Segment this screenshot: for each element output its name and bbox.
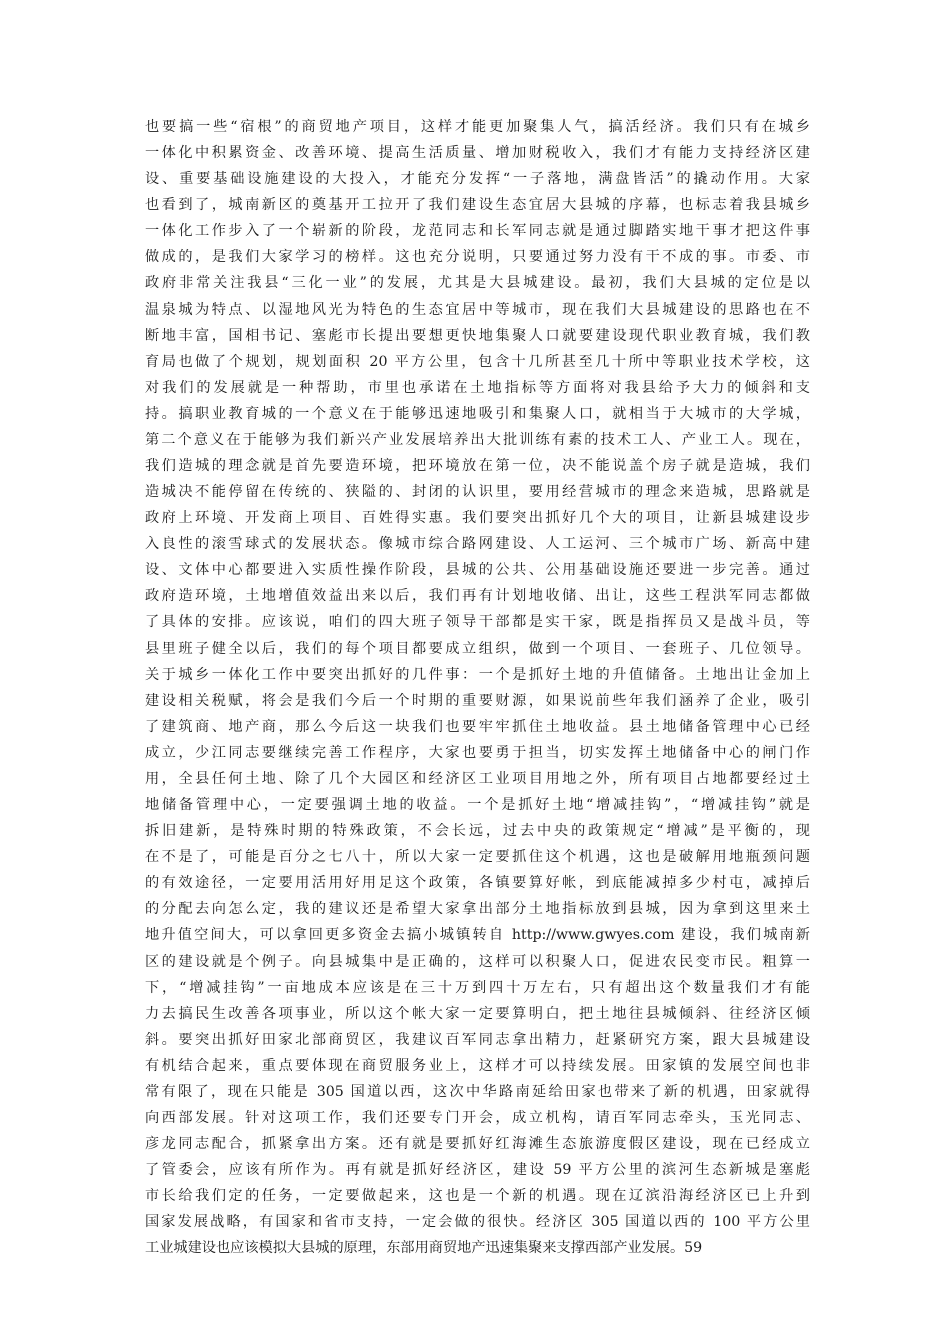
text-line: 力去搞民生改善各项事业，所以这个帐大家一定要算明白，把土地往县城倾斜、往经济区倾	[145, 1005, 810, 1022]
text-line: 政府非常关注我县“三化一业”的发展，尤其是大县城建设。最初，我们大县城的定位是以	[145, 275, 810, 292]
text-line: 造城决不能停留在传统的、狭隘的、封闭的认识里，要用经营城市的理念来造城，思路就是	[145, 484, 810, 501]
text-line: 市长给我们定的任务，一定要做起来，这也是一个新的机遇。现在辽滨沿海经济区已上升到	[145, 1188, 810, 1205]
text-line: 国家发展战略，有国家和省市支持，一定会做的很快。经济区 305 国道以西的 100 平方公里	[145, 1214, 810, 1231]
text-line: 断地丰富，国相书记、塞彪市长提出要想更快地集聚人口就要建设现代职业教育城，我们教	[145, 327, 810, 344]
text-line: 成立，少江同志要继续完善工作程序，大家也要勇于担当，切实发挥土地储备中心的闸门作	[145, 744, 810, 761]
text-line: 我们造城的理念就是首先要造环境，把环境放在第一位，决不能说盖个房子就是造城，我们	[145, 458, 810, 475]
text-line: 斜。要突出抓好田家北部商贸区，我建议百军同志拿出精力，赶紧研究方案，跟大县城建设	[145, 1031, 810, 1048]
text-line: 在不是了，可能是百分之七八十，所以大家一定要抓住这个机遇，这也是破解用地瓶颈问题	[145, 849, 810, 866]
text-line: 入良性的滚雪球式的发展状态。像城市综合路网建设、人工运河、三个城市广场、新高中建	[145, 536, 810, 553]
text-line: 设、重要基础设施建设的大投入，才能充分发挥“一子落地，满盘皆活”的撬动作用。大家	[145, 171, 810, 188]
text-line: 有机结合起来，重点要体现在商贸服务业上，这样才可以持续发展。田家镇的发展空间也非	[145, 1057, 810, 1074]
text-line: 区的建设就是个例子。向县城集中是正确的，这样可以积聚人口，促进农民变市民。粗算一	[145, 953, 810, 970]
text-line: 县里班子健全以后，我们的每个项目都要成立组织，做到一个项目、一套班子、几位领导。	[145, 640, 810, 657]
text-line: 对我们的发展就是一种帮助，市里也承诺在土地指标等方面将对我县给予大力的倾斜和支	[145, 379, 810, 396]
text-line: 第二个意义在于能够为我们新兴产业发展培养出大批训练有素的技术工人、产业工人。现在，	[145, 431, 810, 448]
text-line: 的有效途径，一定要用活用好用足这个政策，各镇要算好帐，到底能减掉多少村屯，减掉后	[145, 875, 810, 892]
text-line: 地升值空间大，可以拿回更多资金去搞小城镇转自 http://www.gwyes.com 建设，我们城南新	[145, 927, 810, 944]
body-text	[145, 114, 810, 1261]
text-line: 工业城建设也应该模拟大县城的原理，东部用商贸地产迅速集聚来支撑西部产业发展。59	[145, 1240, 703, 1257]
text-line: 政府上环境、开发商上项目、百姓得实惠。我们要突出抓好几个大的项目，让新县城建设步	[145, 510, 810, 527]
text-line: 了具体的安排。应该说，咱们的四大班子领导干部都是实干家，既是指挥员又是战斗员，等	[145, 614, 810, 631]
text-line: 温泉城为特点、以湿地风光为特色的生态宜居中等城市，现在我们大县城建设的思路也在不	[145, 301, 810, 318]
text-line: 一体化工作步入了一个崭新的阶段，龙范同志和长军同志就是通过脚踏实地干事才把这件事	[145, 223, 810, 240]
text-line: 地储备管理中心，一定要强调土地的收益。一个是抓好土地“增减挂钩”，“增减挂钩”就是	[145, 797, 810, 814]
text-line: 常有限了，现在只能是 305 国道以西，这次中华路南延给田家也带来了新的机遇，田家就得	[145, 1083, 810, 1100]
text-line: 拆旧建新，是特殊时期的特殊政策，不会长远，过去中央的政策规定“增减”是平衡的，现	[145, 823, 810, 840]
text-line: 育局也做了个规划，规划面积 20 平方公里，包含十几所甚至几十所中等职业技术学校，这	[145, 353, 810, 370]
text-line: 的分配去向怎么定，我的建议还是希望大家拿出部分土地指标放到县城，因为拿到这里来土	[145, 901, 810, 918]
text-line: 做成的，是我们大家学习的榜样。这也充分说明，只要通过努力没有干不成的事。市委、市	[145, 249, 810, 266]
text-line: 也要搞一些“宿根”的商贸地产项目，这样才能更加聚集人气，搞活经济。我们只有在城乡	[145, 119, 810, 135]
text-line: 下，“增减挂钩”一亩地成本应该是在三十万到四十万左右，只有超出这个数量我们才有能	[145, 979, 810, 996]
text-line: 一体化中积累资金、改善环境、提高生活质量、增加财税收入，我们才有能力支持经济区建	[145, 145, 810, 162]
text-line: 向西部发展。针对这项工作，我们还要专门开会，成立机构，请百军同志牵头，玉光同志、	[145, 1109, 810, 1126]
text-line: 持。搞职业教育城的一个意义在于能够迅速地吸引和集聚人口，就相当于大城市的大学城，	[145, 405, 810, 422]
text-line: 了管委会，应该有所作为。再有就是抓好经济区，建设 59 平方公里的滨河生态新城是塞彪	[145, 1162, 810, 1179]
text-line: 彦龙同志配合，抓紧拿出方案。还有就是要抓好红海滩生态旅游度假区建设，现在已经成立	[145, 1136, 810, 1153]
text-line: 建设相关税赋，将会是我们今后一个时期的重要财源，如果说前些年我们涵养了企业，吸引	[145, 692, 810, 709]
text-line: 也看到了，城南新区的奠基开工拉开了我们建设生态宜居大县城的序幕，也标志着我县城乡	[145, 197, 810, 214]
text-line: 政府造环境，土地增值效益出来以后，我们再有计划地收储、出让，这些工程洪军同志都做	[145, 588, 810, 605]
text-line: 关于城乡一体化工作中要突出抓好的几件事：一个是抓好土地的升值储备。土地出让金加上	[145, 666, 810, 683]
text-line: 用，全县任何土地、除了几个大园区和经济区工业项目用地之外，所有项目占地都要经过土	[145, 770, 810, 787]
text-line: 了建筑商、地产商，那么今后这一块我们也要牢牢抓住土地收益。县土地储备管理中心已经	[145, 718, 810, 735]
text-line: 设、文体中心都要进入实质性操作阶段，县城的公共、公用基础设施还要进一步完善。通过	[145, 562, 810, 579]
